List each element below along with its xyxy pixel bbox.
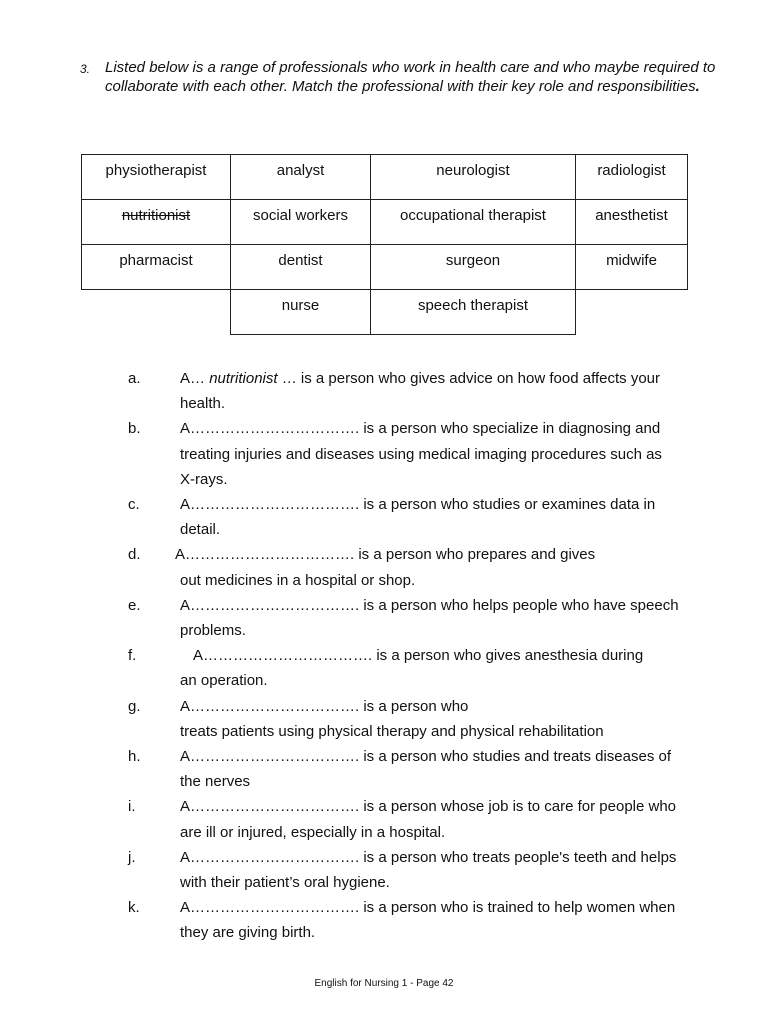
question-instruction <box>80 58 720 96</box>
item-body: A……………………………. is a person who specialize in diagnosing and treating injuries and diseases using medical imaging procedures such as X-rays. <box>180 420 662 488</box>
item-body: A……………………………. is a person who prepares and gives out medicines in a hospital or shop. <box>175 546 596 589</box>
item-body: A……………………………. is a person whose job is to care for people who are ill or injured, especially in a hospital. <box>180 798 677 841</box>
question-text: Listed below is a range of professionals who work in health care and who maybe required to collaborate with each other. Match the professional with their key role and responsibilities. <box>105 59 716 95</box>
table-row <box>82 245 688 290</box>
question-number: 3. <box>80 62 91 76</box>
item-body: A……………………………. is a person who studies or examines data in detail. <box>180 496 656 539</box>
list-item <box>126 895 726 945</box>
table-cell-struck: nutritionist <box>82 200 231 245</box>
table-cell: social workers <box>231 200 371 245</box>
item-answer: nutritionist <box>209 370 278 387</box>
item-body: A……………………………. is a person who treats people's teeth and helps with their patient’s oral hygiene. <box>180 848 677 892</box>
item-body: A… nutritionist … is a person who gives advice on how food affects your health. <box>180 370 660 413</box>
table-cell: nurse <box>231 290 371 335</box>
list-item <box>126 492 726 542</box>
table-cell: radiologist <box>576 155 688 200</box>
page-footer: English for Nursing 1 - Page 42 <box>314 978 454 989</box>
professions-table <box>81 154 688 335</box>
table-cell: dentist <box>231 245 371 290</box>
item-body: A……………………………. is a person who helps people who have speech problems. <box>180 596 679 640</box>
item-letter: h. <box>128 748 141 766</box>
table-row <box>82 155 688 200</box>
item-letter: c. <box>128 496 140 514</box>
table-cell: occupational therapist <box>371 200 576 245</box>
table-cell: physiotherapist <box>82 155 231 200</box>
item-letter: d. <box>128 546 141 564</box>
item-body: A……………………………. is a person who studies and treats diseases of the nerves <box>180 748 672 791</box>
list-item <box>126 366 726 416</box>
item-letter: b. <box>128 420 141 438</box>
table-cell: anesthetist <box>576 200 688 245</box>
item-letter: j. <box>128 848 136 866</box>
table-cell: pharmacist <box>82 245 231 290</box>
exercise-items <box>126 366 726 946</box>
list-item <box>126 542 726 592</box>
table-cell-empty <box>82 290 231 335</box>
list-item <box>126 794 726 844</box>
list-item <box>126 744 726 794</box>
item-letter: f. <box>128 647 137 665</box>
table-cell: surgeon <box>371 245 576 290</box>
list-item <box>126 643 726 693</box>
list-item <box>126 694 726 744</box>
table-cell: speech therapist <box>371 290 576 335</box>
item-body: A……………………………. is a person who treats patients using physical therapy and physical rehabilitation <box>180 697 604 740</box>
item-letter: g. <box>128 697 141 715</box>
table-row <box>82 290 688 335</box>
item-letter: e. <box>128 596 141 614</box>
table-cell: analyst <box>231 155 371 200</box>
list-item <box>126 845 726 895</box>
list-item <box>126 593 726 643</box>
item-letter: k. <box>128 899 140 917</box>
table-row <box>82 200 688 245</box>
item-body: A……………………………. is a person who gives anesthesia during an operation. <box>180 647 644 690</box>
item-letter: a. <box>128 370 141 387</box>
item-letter: i. <box>128 798 136 816</box>
table-cell: midwife <box>576 245 688 290</box>
list-item <box>126 416 726 492</box>
table-cell-empty <box>576 290 688 335</box>
item-body: A……………………………. is a person who is trained to help women when they are giving birth. <box>180 899 676 942</box>
table-cell: neurologist <box>371 155 576 200</box>
